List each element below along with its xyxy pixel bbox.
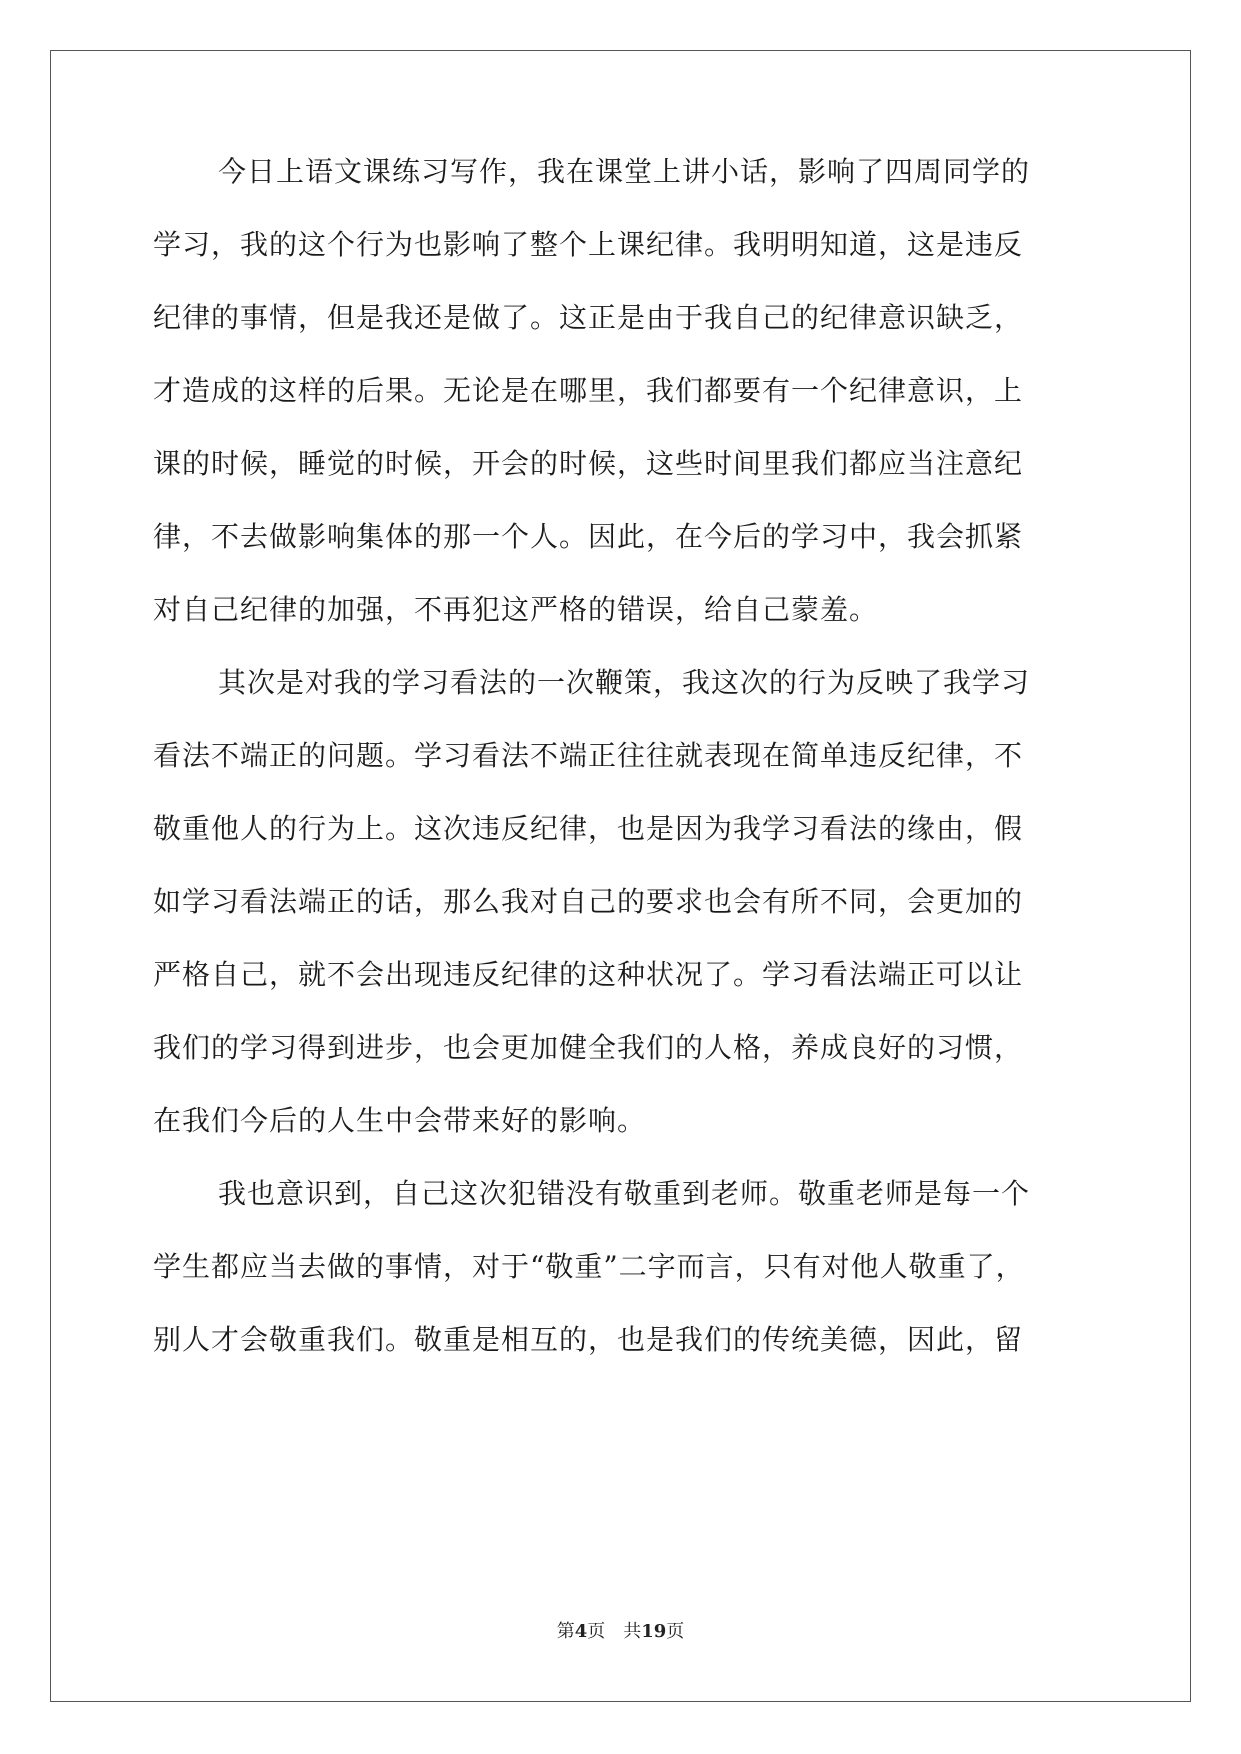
text-line: 在我们今后的人生中会带来好的影响。 (153, 1104, 647, 1137)
text-line: 才造成的这样的后果。无论是在哪里，我们都要有一个纪律意识，上 (153, 374, 1024, 407)
text-line: 其次是对我的学习看法的一次鞭策，我这次的行为反映了我学习 (218, 666, 1031, 699)
footer-total-suffix: 页 (666, 1621, 685, 1642)
text-line: 课的时候，睡觉的时候，开会的时候，这些时间里我们都应当注意纪 (153, 447, 1024, 480)
text-line: 对自己纪律的加强，不再犯这严格的错误，给自己蒙羞。 (153, 593, 879, 626)
text-line: 学生都应当去做的事情，对于“敬重”二字而言，只有对他人敬重了， (153, 1250, 1025, 1283)
text-line: 敬重他人的行为上。这次违反纪律，也是因为我学习看法的缘由，假 (153, 812, 1024, 845)
text-line: 我们的学习得到进步，也会更加健全我们的人格，养成良好的习惯， (153, 1031, 1024, 1064)
text-line: 学习，我的这个行为也影响了整个上课纪律。我明明知道，这是违反 (153, 228, 1024, 261)
text-line: 纪律的事情，但是我还是做了。这正是由于我自己的纪律意识缺乏， (153, 301, 1024, 334)
text-line: 严格自己，就不会出现违反纪律的这种状况了。学习看法端正可以让 (153, 958, 1024, 991)
text-line: 如学习看法端正的话，那么我对自己的要求也会有所不同，会更加的 (153, 885, 1024, 918)
text-line: 我也意识到，自己这次犯错没有敬重到老师。敬重老师是每一个 (218, 1177, 1031, 1210)
text-line: 今日上语文课练习写作，我在课堂上讲小话，影响了四周同学的 (218, 155, 1031, 188)
footer-page-number: 4 (574, 1621, 588, 1642)
footer-page-suffix: 页 (587, 1621, 606, 1642)
footer-total-prefix: 共 (623, 1621, 642, 1642)
page-footer (0, 1620, 1241, 1644)
footer-total-pages: 19 (641, 1621, 667, 1642)
footer-page-prefix: 第 (556, 1621, 575, 1642)
text-line: 律，不去做影响集体的那一个人。因此，在今后的学习中，我会抓紧 (153, 520, 1024, 553)
text-line: 看法不端正的问题。学习看法不端正往往就表现在简单违反纪律，不 (153, 739, 1024, 772)
text-line: 别人才会敬重我们。敬重是相互的，也是我们的传统美德，因此，留 (153, 1323, 1024, 1356)
